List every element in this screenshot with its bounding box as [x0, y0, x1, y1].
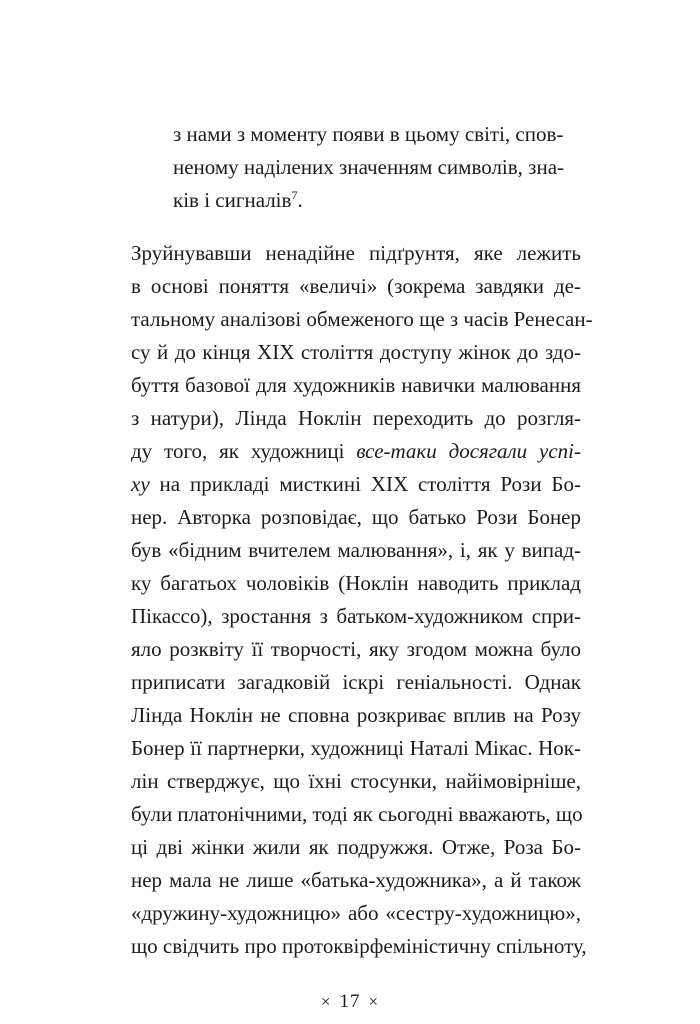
paragraph-line: лін стверджує, що їхні стосунки, найімовірніше, [131, 769, 581, 793]
paragraph-line: Пікассо), зростання з батьком-художником спри- [131, 604, 581, 628]
paragraph-line: нер мала не лише «батька-художника», а й також [131, 868, 581, 892]
paragraph-line [131, 437, 581, 465]
paragraph-line: «дружину-художницю» або «сестру-художницю», [131, 901, 581, 925]
paragraph-line: приписати загадковій іскрі геніальності. Однак [131, 670, 581, 694]
paragraph-line: Зруйнувавши ненадійне підґрунтя, яке лежить [131, 241, 581, 265]
quote-line: з нами з моменту появи в цьому світі, спов- [173, 122, 564, 146]
paragraph-line: в основі поняття «величі» (зокрема завдяки де- [131, 274, 581, 298]
paragraph-line: ці дві жінки жили як подружжя. Отже, Роза Бо- [131, 835, 581, 859]
paragraph-line: буття базової для художників навички малювання [131, 373, 581, 397]
paragraph-line: були платонічними, тоді як сьогодні вважають, що [131, 802, 583, 826]
paragraph-line: су й до кінця XIX століття доступу жінок до здо- [131, 340, 581, 364]
quote-line-period: . [297, 188, 303, 212]
emphasized-text: ху [131, 472, 150, 496]
paragraph-line: був «бідним вчителем малювання», і, як у випад- [131, 538, 581, 562]
paragraph-line: яло розквіту її творчості, яку згодом можна було [131, 637, 581, 661]
paragraph-line: що свідчить про протоквірфеміністичну спільноту, [131, 934, 587, 958]
paragraph-line [131, 470, 581, 498]
paragraph-line: ку багатьох чоловіків (Ноклін наводить приклад [131, 571, 581, 595]
quote-line: неному наділених значенням символів, зна- [173, 155, 565, 179]
page-number-value: 17 [339, 991, 361, 1012]
footnote-reference[interactable]: 7 [291, 188, 298, 202]
paragraph-line: тальному аналізові обмеженого ще з часів Ренесан- [131, 307, 593, 331]
quote-line-text: ків і сигналів [173, 188, 292, 212]
paragraph-line: Лінда Ноклін не сповна розкриває вплив на Розу [131, 703, 581, 727]
paragraph-line: Бонер її партнерки, художниці Наталі Мікас. Нок- [131, 736, 581, 760]
emphasized-text: все-таки досягали успі- [356, 439, 581, 463]
paragraph-text: ду того, як художниці [131, 439, 357, 463]
quote-line [173, 186, 303, 214]
folio-ornament-left: × [320, 992, 332, 1011]
paragraph-line: нер. Авторка розповідає, що батько Рози Бонер [131, 505, 581, 529]
page-number [0, 988, 700, 1016]
paragraph-line: з натури), Лінда Ноклін переходить до розгля- [131, 406, 581, 430]
folio-ornament-right: × [368, 992, 380, 1011]
paragraph-text: на прикладі мисткині XIX століття Рози Бо- [149, 472, 581, 496]
